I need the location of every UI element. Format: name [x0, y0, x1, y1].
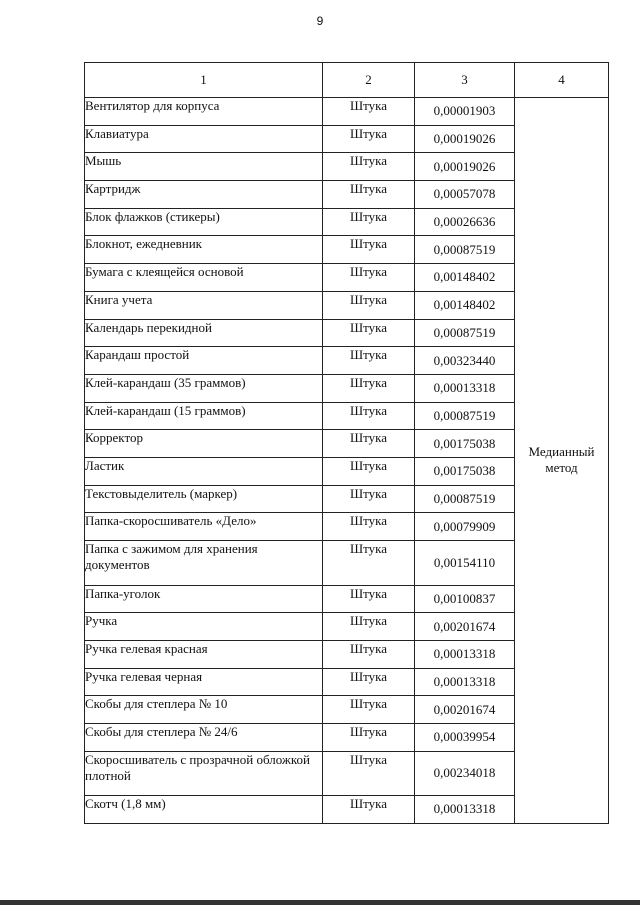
item-name: Скобы для степлера № 24/6 [85, 723, 323, 751]
item-unit: Штука [323, 98, 415, 126]
item-unit: Штука [323, 236, 415, 264]
item-unit: Штука [323, 319, 415, 347]
item-unit: Штука [323, 181, 415, 209]
item-value: 0,00175038 [415, 457, 515, 485]
item-name: Календарь перекидной [85, 319, 323, 347]
item-name: Блок флажков (стикеры) [85, 208, 323, 236]
item-unit: Штука [323, 402, 415, 430]
item-value: 0,00026636 [415, 208, 515, 236]
method-line-1: Медианный [528, 444, 595, 460]
header-col-4: 4 [515, 63, 609, 98]
item-value: 0,00019026 [415, 153, 515, 181]
item-value: 0,00013318 [415, 374, 515, 402]
header-col-3: 3 [415, 63, 515, 98]
item-name: Скобы для степлера № 10 [85, 696, 323, 724]
item-name: Клей-карандаш (15 граммов) [85, 402, 323, 430]
item-unit: Штука [323, 513, 415, 541]
item-name: Блокнот, ежедневник [85, 236, 323, 264]
item-value: 0,00057078 [415, 181, 515, 209]
item-unit: Штука [323, 751, 415, 796]
item-unit: Штука [323, 485, 415, 513]
cost-table [84, 62, 609, 824]
item-unit: Штука [323, 264, 415, 292]
item-unit: Штука [323, 430, 415, 458]
item-name: Картридж [85, 181, 323, 209]
item-name: Скотч (1,8 мм) [85, 796, 323, 824]
item-name: Ручка [85, 613, 323, 641]
item-name: Ручка гелевая черная [85, 668, 323, 696]
item-value: 0,00087519 [415, 319, 515, 347]
item-value: 0,00001903 [415, 98, 515, 126]
item-unit: Штука [323, 668, 415, 696]
header-col-2: 2 [323, 63, 415, 98]
item-unit: Штука [323, 696, 415, 724]
item-unit: Штука [323, 347, 415, 375]
item-value: 0,00234018 [415, 751, 515, 796]
item-name: Клавиатура [85, 125, 323, 153]
method-line-2: метод [545, 460, 578, 476]
item-name: Папка-скоросшиватель «Дело» [85, 513, 323, 541]
item-name: Вентилятор для корпуса [85, 98, 323, 126]
item-unit: Штука [323, 457, 415, 485]
item-unit: Штука [323, 153, 415, 181]
item-name: Мышь [85, 153, 323, 181]
item-value: 0,00087519 [415, 236, 515, 264]
item-unit: Штука [323, 374, 415, 402]
item-value: 0,00323440 [415, 347, 515, 375]
item-name: Ручка гелевая красная [85, 640, 323, 668]
item-name: Книга учета [85, 291, 323, 319]
table-body [85, 98, 609, 824]
item-name: Карандаш простой [85, 347, 323, 375]
item-unit: Штука [323, 640, 415, 668]
item-value: 0,00087519 [415, 402, 515, 430]
item-value: 0,00201674 [415, 613, 515, 641]
table-row [85, 98, 609, 126]
item-value: 0,00079909 [415, 513, 515, 541]
item-value: 0,00039954 [415, 723, 515, 751]
item-value: 0,00201674 [415, 696, 515, 724]
header-row [85, 63, 609, 98]
item-value: 0,00087519 [415, 485, 515, 513]
item-unit: Штука [323, 125, 415, 153]
item-value: 0,00100837 [415, 585, 515, 613]
scan-edge [0, 900, 640, 905]
item-value: 0,00013318 [415, 796, 515, 824]
item-name: Папка с зажимом для хранения документов [85, 541, 323, 586]
item-value: 0,00148402 [415, 264, 515, 292]
item-unit: Штука [323, 796, 415, 824]
item-unit: Штука [323, 291, 415, 319]
item-name: Ластик [85, 457, 323, 485]
item-name: Текстовыделитель (маркер) [85, 485, 323, 513]
item-unit: Штука [323, 723, 415, 751]
header-col-1: 1 [85, 63, 323, 98]
item-value: 0,00013318 [415, 640, 515, 668]
item-value: 0,00154110 [415, 541, 515, 586]
item-value: 0,00019026 [415, 125, 515, 153]
item-name: Папка-уголок [85, 585, 323, 613]
item-value: 0,00013318 [415, 668, 515, 696]
page-number: 9 [316, 14, 324, 28]
item-unit: Штука [323, 541, 415, 586]
item-unit: Штука [323, 208, 415, 236]
item-name: Корректор [85, 430, 323, 458]
item-name: Бумага с клеящейся основой [85, 264, 323, 292]
item-value: 0,00175038 [415, 430, 515, 458]
item-unit: Штука [323, 585, 415, 613]
method-cell [515, 98, 609, 824]
item-value: 0,00148402 [415, 291, 515, 319]
item-unit: Штука [323, 613, 415, 641]
item-name: Скоросшиватель с прозрачной обложкой плотной [85, 751, 323, 796]
item-name: Клей-карандаш (35 граммов) [85, 374, 323, 402]
